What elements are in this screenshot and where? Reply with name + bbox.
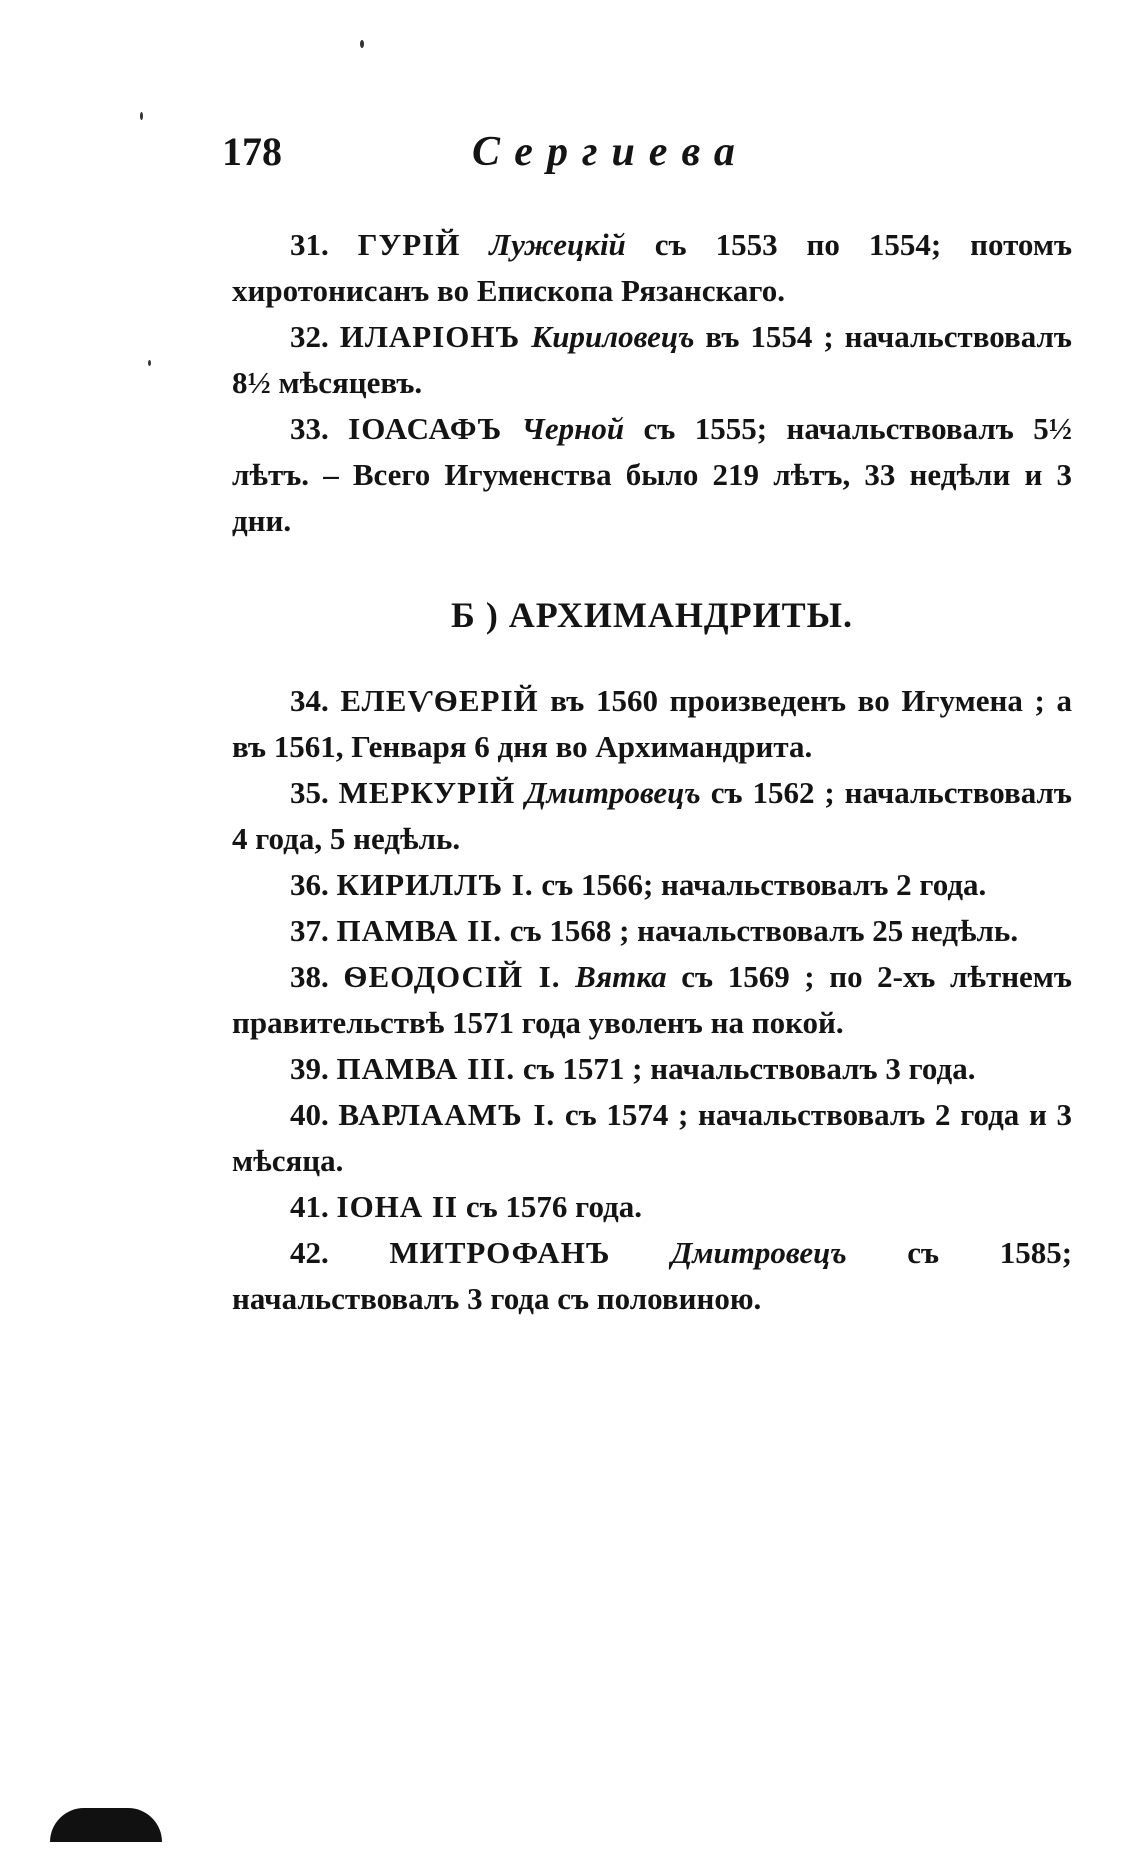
entry-number: 31. <box>290 227 329 262</box>
entry-name: ИЛАРІОНЪ <box>339 319 521 354</box>
entry-text: съ 1553 по 1554; потомъ хиротонисанъ во Епископа Рязанскаго. <box>232 227 1073 308</box>
entry-number: 34. <box>290 683 329 718</box>
entry-epithet: Дмитровецъ <box>525 775 701 810</box>
entry-epithet: Вятка <box>575 959 667 994</box>
entry-name: ПАМВА ІІІ. <box>336 1051 516 1086</box>
entry-text: съ 1574 ; начальствовалъ 2 года и 3 мѣсяца. <box>232 1097 1072 1178</box>
entry-33 <box>232 406 1072 544</box>
entry-number: 39. <box>290 1051 329 1086</box>
entry-text: съ 1585; начальствовалъ 3 года съ половиною. <box>232 1235 1073 1316</box>
entry-name: ПАМВА ІІ. <box>336 913 502 948</box>
entry-40 <box>232 1092 1072 1184</box>
entry-41 <box>232 1184 1072 1230</box>
entry-37 <box>232 908 1072 954</box>
entry-name: ВАРЛААМЪ І. <box>338 1097 556 1132</box>
entry-number: 32. <box>290 319 329 354</box>
entry-number: 40. <box>290 1097 329 1132</box>
entry-epithet: Черной <box>521 411 625 446</box>
entry-number: 42. <box>290 1235 329 1270</box>
entry-36 <box>232 862 1072 908</box>
entry-number: 36. <box>290 867 329 902</box>
entry-38 <box>232 954 1072 1046</box>
body-text <box>232 222 1072 1322</box>
entry-32 <box>232 314 1072 406</box>
entry-epithet: Лужецкій <box>489 227 626 262</box>
entry-39 <box>232 1046 1072 1092</box>
entry-text: съ 1576 года. <box>465 1189 642 1224</box>
scan-speck <box>148 360 151 366</box>
ink-blot <box>50 1808 162 1842</box>
entry-name: ѲЕОДОСІЙ І. <box>343 959 561 994</box>
page-header <box>222 128 822 188</box>
entry-text: съ 1555; начальствовалъ 5½ лѣтъ. – Всего Игуменства было 219 лѣтъ, 33 недѣли и 3 дни. <box>232 411 1072 538</box>
running-head: Сергиева <box>472 129 749 175</box>
entry-31 <box>232 222 1072 314</box>
scan-speck <box>360 40 364 48</box>
entry-text: съ 1571 ; начальствовалъ 3 года. <box>522 1051 976 1086</box>
page-number: 178 <box>222 129 282 174</box>
entry-name: ІОНА ІІ <box>336 1189 459 1224</box>
entry-text: съ 1566; начальствовалъ 2 года. <box>541 867 987 902</box>
entry-epithet: Дмитровецъ <box>671 1235 847 1270</box>
entry-name: ЕЛЕѴѲЕРІЙ <box>340 683 539 718</box>
entry-name: МЕРКУРІЙ <box>338 775 516 810</box>
scan-speck <box>140 112 143 120</box>
entry-name: ІОАСАФЪ <box>348 411 503 446</box>
entry-number: 35. <box>290 775 329 810</box>
entry-42 <box>232 1230 1072 1322</box>
entry-name: КИРИЛЛЪ І. <box>336 867 534 902</box>
entry-name: МИТРОФАНЪ <box>389 1235 611 1270</box>
entry-text: въ 1554 ; начальствовалъ 8½ мѣсяцевъ. <box>232 319 1072 400</box>
entry-number: 37. <box>290 913 329 948</box>
section-heading: Б ) АРХИМАНДРИТЫ. <box>451 595 853 635</box>
entry-35 <box>232 770 1072 862</box>
entry-number: 33. <box>290 411 329 446</box>
entry-number: 41. <box>290 1189 329 1224</box>
entry-epithet: Кириловецъ <box>531 319 695 354</box>
entry-number: 38. <box>290 959 329 994</box>
entry-text: съ 1562 ; начальствовалъ 4 года, 5 недѣль. <box>232 775 1072 856</box>
entry-text: съ 1569 ; по 2-хъ лѣтнемъ правительствѣ 1571 года уволенъ на покой. <box>232 959 1072 1040</box>
entry-34 <box>232 678 1072 770</box>
entry-name: ГУРІЙ <box>357 227 461 262</box>
entry-text: въ 1560 произведенъ во Игумена ; а въ 1561, Генваря 6 дня во Архимандрита. <box>232 683 1072 764</box>
entry-text: съ 1568 ; начальствовалъ 25 недѣль. <box>509 913 1019 948</box>
